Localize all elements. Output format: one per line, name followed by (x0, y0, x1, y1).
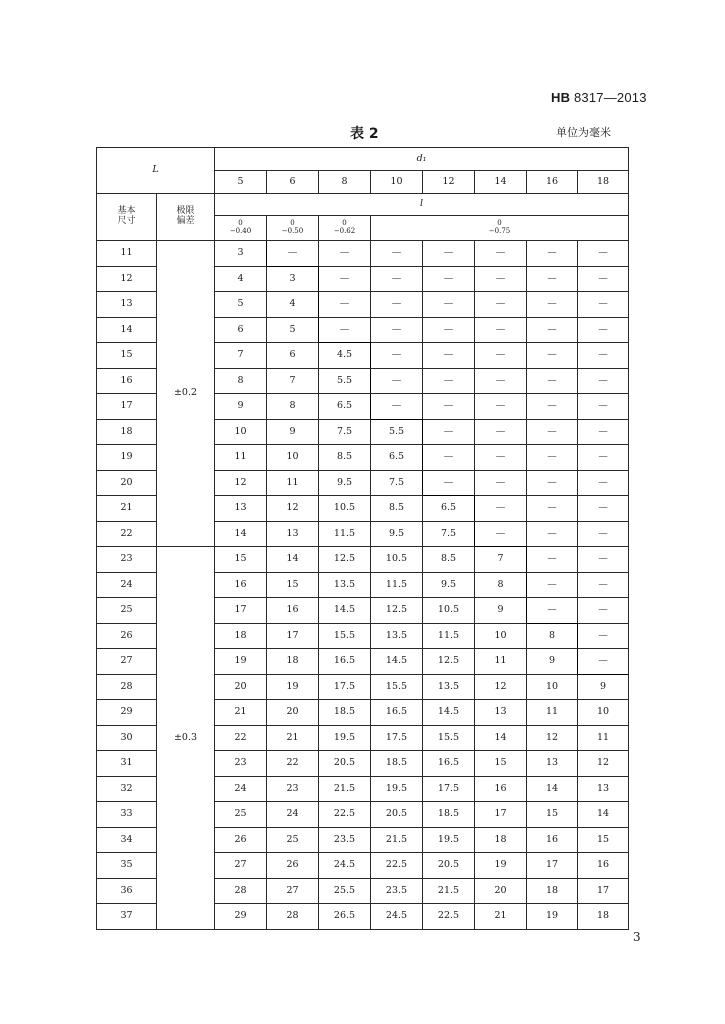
value-cell: — (319, 266, 371, 292)
value-cell: 4 (267, 292, 319, 318)
value-cell: — (578, 241, 629, 267)
length-cell: 12 (97, 266, 157, 292)
value-cell: 13 (527, 751, 578, 777)
deviation-cell: ±0.2 (157, 241, 215, 547)
d1-value-cell: 10 (371, 171, 423, 194)
value-cell: 18.5 (319, 700, 371, 726)
value-cell: 17.5 (319, 674, 371, 700)
value-cell: 18 (267, 649, 319, 675)
value-cell: — (475, 343, 527, 369)
value-cell: 8 (215, 368, 267, 394)
value-cell: 16.5 (423, 751, 475, 777)
length-cell: 28 (97, 674, 157, 700)
value-cell: 21.5 (371, 827, 423, 853)
value-cell: — (527, 292, 578, 318)
table-row (97, 547, 629, 573)
d1-value-cell: 8 (319, 171, 371, 194)
length-cell: 31 (97, 751, 157, 777)
value-cell: 10 (215, 419, 267, 445)
value-cell: — (527, 445, 578, 471)
value-cell: 10.5 (423, 598, 475, 624)
value-cell: — (578, 266, 629, 292)
value-cell: — (578, 598, 629, 624)
value-cell: — (578, 343, 629, 369)
value-cell: 25.5 (319, 878, 371, 904)
value-cell: 27 (267, 878, 319, 904)
page-number: 3 (633, 930, 641, 944)
value-cell: 8 (267, 394, 319, 420)
value-cell: 9.5 (371, 521, 423, 547)
value-cell: — (319, 241, 371, 267)
tolerance-d10-d18: 0 −0.75 (371, 216, 629, 241)
value-cell: 22.5 (319, 802, 371, 828)
value-cell: 16 (527, 827, 578, 853)
limit-deviation-header: 极限 偏差 (157, 194, 215, 241)
value-cell: 14 (527, 776, 578, 802)
value-cell: — (371, 292, 423, 318)
value-cell: — (267, 241, 319, 267)
value-cell: — (527, 496, 578, 522)
value-cell: — (371, 241, 423, 267)
value-cell: — (527, 266, 578, 292)
length-cell: 15 (97, 343, 157, 369)
length-cell: 35 (97, 853, 157, 879)
value-cell: — (578, 521, 629, 547)
value-cell: — (423, 266, 475, 292)
value-cell: — (527, 572, 578, 598)
length-cell: 30 (97, 725, 157, 751)
value-cell: 16.5 (319, 649, 371, 675)
length-cell: 24 (97, 572, 157, 598)
length-cell: 19 (97, 445, 157, 471)
value-cell: 11 (527, 700, 578, 726)
value-cell: 28 (267, 904, 319, 930)
value-cell: 11 (215, 445, 267, 471)
value-cell: 11 (475, 649, 527, 675)
d1-value-cell: 6 (267, 171, 319, 194)
value-cell: 24 (267, 802, 319, 828)
value-cell: 3 (267, 266, 319, 292)
value-cell: 7 (215, 343, 267, 369)
tolerance-d5: 0 −0.40 (215, 216, 267, 241)
value-cell: — (475, 445, 527, 471)
value-cell: 8.5 (319, 445, 371, 471)
value-cell: 18.5 (423, 802, 475, 828)
length-cell: 25 (97, 598, 157, 624)
value-cell: — (527, 317, 578, 343)
value-cell: 10 (267, 445, 319, 471)
value-cell: 8.5 (371, 496, 423, 522)
value-cell: — (578, 572, 629, 598)
value-cell: — (578, 317, 629, 343)
value-cell: 26 (267, 853, 319, 879)
value-cell: 25 (267, 827, 319, 853)
value-cell: 10 (527, 674, 578, 700)
length-cell: 36 (97, 878, 157, 904)
value-cell: 5 (267, 317, 319, 343)
length-cell: 27 (97, 649, 157, 675)
length-cell: 32 (97, 776, 157, 802)
value-cell: 10 (475, 623, 527, 649)
value-cell: — (527, 598, 578, 624)
value-cell: 5 (215, 292, 267, 318)
value-cell: 23 (215, 751, 267, 777)
value-cell: — (527, 470, 578, 496)
value-cell: 9 (267, 419, 319, 445)
length-cell: 33 (97, 802, 157, 828)
value-cell: 8 (527, 623, 578, 649)
value-cell: 6.5 (319, 394, 371, 420)
value-cell: — (423, 343, 475, 369)
value-cell: 24 (215, 776, 267, 802)
value-cell: 7 (267, 368, 319, 394)
value-cell: 16.5 (371, 700, 423, 726)
value-cell: 21.5 (423, 878, 475, 904)
value-cell: 14.5 (371, 649, 423, 675)
value-cell: 6 (215, 317, 267, 343)
value-cell: 20.5 (423, 853, 475, 879)
value-cell: 20 (215, 674, 267, 700)
value-cell: 21 (215, 700, 267, 726)
unit-note: 单位为毫米 (556, 126, 611, 139)
value-cell: — (319, 317, 371, 343)
value-cell: 15 (215, 547, 267, 573)
d1-value-cell: 5 (215, 171, 267, 194)
value-cell: — (475, 419, 527, 445)
value-cell: 7.5 (371, 470, 423, 496)
value-cell: 8 (475, 572, 527, 598)
value-cell: — (475, 470, 527, 496)
value-cell: 21 (267, 725, 319, 751)
value-cell: 16 (215, 572, 267, 598)
value-cell: 7 (475, 547, 527, 573)
value-cell: 6.5 (371, 445, 423, 471)
length-cell: 16 (97, 368, 157, 394)
length-cell: 11 (97, 241, 157, 267)
value-cell: 12.5 (319, 547, 371, 573)
value-cell: — (527, 547, 578, 573)
value-cell: 11.5 (371, 572, 423, 598)
value-cell: — (423, 394, 475, 420)
value-cell: — (319, 292, 371, 318)
value-cell: 9 (475, 598, 527, 624)
value-cell: 9.5 (423, 572, 475, 598)
value-cell: 12 (215, 470, 267, 496)
value-cell: 13 (267, 521, 319, 547)
value-cell: 15 (475, 751, 527, 777)
value-cell: 22.5 (371, 853, 423, 879)
value-cell: 12 (578, 751, 629, 777)
value-cell: — (578, 368, 629, 394)
value-cell: 18 (578, 904, 629, 930)
length-cell: 34 (97, 827, 157, 853)
value-cell: 16 (578, 853, 629, 879)
value-cell: — (371, 317, 423, 343)
value-cell: — (423, 292, 475, 318)
value-cell: — (423, 445, 475, 471)
value-cell: 18 (475, 827, 527, 853)
value-cell: 23 (267, 776, 319, 802)
value-cell: 9 (578, 674, 629, 700)
value-cell: 19 (267, 674, 319, 700)
value-cell: 17 (215, 598, 267, 624)
value-cell: — (527, 368, 578, 394)
value-cell: — (578, 623, 629, 649)
value-cell: — (423, 317, 475, 343)
value-cell: — (371, 394, 423, 420)
value-cell: — (527, 521, 578, 547)
value-cell: 4.5 (319, 343, 371, 369)
value-cell: — (578, 445, 629, 471)
value-cell: 20.5 (319, 751, 371, 777)
length-cell: 20 (97, 470, 157, 496)
length-cell: 37 (97, 904, 157, 930)
value-cell: 22 (215, 725, 267, 751)
value-cell: 14.5 (423, 700, 475, 726)
tolerance-d8: 0 −0.62 (319, 216, 371, 241)
value-cell: — (371, 266, 423, 292)
value-cell: 10.5 (319, 496, 371, 522)
value-cell: 5.5 (371, 419, 423, 445)
value-cell: 12 (527, 725, 578, 751)
value-cell: — (527, 343, 578, 369)
basic-size-header: 基本 尺寸 (97, 194, 157, 241)
length-cell: 17 (97, 394, 157, 420)
value-cell: — (578, 496, 629, 522)
value-cell: 15 (267, 572, 319, 598)
value-cell: 15.5 (423, 725, 475, 751)
value-cell: 5.5 (319, 368, 371, 394)
value-cell: 6 (267, 343, 319, 369)
value-cell: 17.5 (423, 776, 475, 802)
value-cell: — (578, 292, 629, 318)
value-cell: 18 (215, 623, 267, 649)
value-cell: 28 (215, 878, 267, 904)
value-cell: — (423, 470, 475, 496)
value-cell: 13 (578, 776, 629, 802)
value-cell: 17 (527, 853, 578, 879)
value-cell: 26 (215, 827, 267, 853)
value-cell: 10.5 (371, 547, 423, 573)
table-title: 表 2 (350, 126, 379, 142)
d1-value-cell: 14 (475, 171, 527, 194)
value-cell: — (527, 394, 578, 420)
value-cell: — (578, 470, 629, 496)
value-cell: 11 (578, 725, 629, 751)
value-cell: 12.5 (371, 598, 423, 624)
value-cell: — (423, 241, 475, 267)
value-cell: 19 (475, 853, 527, 879)
length-cell: 23 (97, 547, 157, 573)
value-cell: 14 (215, 521, 267, 547)
l-header: l (215, 194, 629, 216)
value-cell: 14 (475, 725, 527, 751)
value-cell: — (475, 292, 527, 318)
value-cell: — (475, 266, 527, 292)
value-cell: 19 (527, 904, 578, 930)
value-cell: 22 (267, 751, 319, 777)
value-cell: 11.5 (423, 623, 475, 649)
standard-number: HB 8317—2013 (551, 90, 647, 105)
d1-value-cell: 18 (578, 171, 629, 194)
value-cell: 23.5 (371, 878, 423, 904)
value-cell: 9 (527, 649, 578, 675)
value-cell: — (475, 241, 527, 267)
value-cell: — (578, 419, 629, 445)
value-cell: 11 (267, 470, 319, 496)
value-cell: 8.5 (423, 547, 475, 573)
value-cell: 9 (215, 394, 267, 420)
value-cell: 15 (527, 802, 578, 828)
d1-value-cell: 16 (527, 171, 578, 194)
value-cell: 27 (215, 853, 267, 879)
value-cell: 13.5 (371, 623, 423, 649)
value-cell: 9.5 (319, 470, 371, 496)
value-cell: 10 (578, 700, 629, 726)
value-cell: 23.5 (319, 827, 371, 853)
value-cell: — (371, 343, 423, 369)
value-cell: 13.5 (423, 674, 475, 700)
value-cell: 15.5 (371, 674, 423, 700)
value-cell: 16 (475, 776, 527, 802)
value-cell: 29 (215, 904, 267, 930)
value-cell: 24.5 (371, 904, 423, 930)
value-cell: — (423, 419, 475, 445)
tolerance-d6: 0 −0.50 (267, 216, 319, 241)
value-cell: 19.5 (423, 827, 475, 853)
value-cell: 4 (215, 266, 267, 292)
value-cell: — (475, 394, 527, 420)
length-cell: 14 (97, 317, 157, 343)
value-cell: — (578, 547, 629, 573)
value-cell: 22.5 (423, 904, 475, 930)
length-cell: 21 (97, 496, 157, 522)
value-cell: 17 (267, 623, 319, 649)
value-cell: 18 (527, 878, 578, 904)
value-cell: 17.5 (371, 725, 423, 751)
value-cell: 19 (215, 649, 267, 675)
value-cell: 12.5 (423, 649, 475, 675)
value-cell: 21 (475, 904, 527, 930)
value-cell: 13.5 (319, 572, 371, 598)
value-cell: 7.5 (423, 521, 475, 547)
value-cell: 26.5 (319, 904, 371, 930)
value-cell: 17 (475, 802, 527, 828)
length-cell: 26 (97, 623, 157, 649)
value-cell: 14 (578, 802, 629, 828)
value-cell: 20 (475, 878, 527, 904)
value-cell: 15 (578, 827, 629, 853)
value-cell: 6.5 (423, 496, 475, 522)
table-row (97, 241, 629, 267)
value-cell: 20.5 (371, 802, 423, 828)
value-cell: 24.5 (319, 853, 371, 879)
value-cell: 20 (267, 700, 319, 726)
value-cell: — (527, 241, 578, 267)
value-cell: 15.5 (319, 623, 371, 649)
value-cell: 12 (475, 674, 527, 700)
value-cell: — (371, 368, 423, 394)
value-cell: — (423, 368, 475, 394)
value-cell: 13 (215, 496, 267, 522)
value-cell: 18.5 (371, 751, 423, 777)
d1-header: d₁ (215, 148, 629, 171)
value-cell: — (475, 496, 527, 522)
value-cell: 25 (215, 802, 267, 828)
deviation-cell: ±0.3 (157, 547, 215, 930)
value-cell: — (578, 394, 629, 420)
value-cell: 3 (215, 241, 267, 267)
value-cell: — (527, 419, 578, 445)
value-cell: 13 (475, 700, 527, 726)
length-cell: 13 (97, 292, 157, 318)
value-cell: 14 (267, 547, 319, 573)
value-cell: 21.5 (319, 776, 371, 802)
value-cell: — (475, 368, 527, 394)
value-cell: 19.5 (371, 776, 423, 802)
length-cell: 18 (97, 419, 157, 445)
value-cell: 17 (578, 878, 629, 904)
value-cell: 7.5 (319, 419, 371, 445)
length-cell: 22 (97, 521, 157, 547)
length-cell: 29 (97, 700, 157, 726)
value-cell: 16 (267, 598, 319, 624)
value-cell: 11.5 (319, 521, 371, 547)
value-cell: — (475, 317, 527, 343)
value-cell: 12 (267, 496, 319, 522)
L-header: L (97, 148, 215, 194)
value-cell: 14.5 (319, 598, 371, 624)
value-cell: — (578, 649, 629, 675)
value-cell: 19.5 (319, 725, 371, 751)
d1-value-cell: 12 (423, 171, 475, 194)
dimension-table (96, 147, 629, 930)
value-cell: — (475, 521, 527, 547)
